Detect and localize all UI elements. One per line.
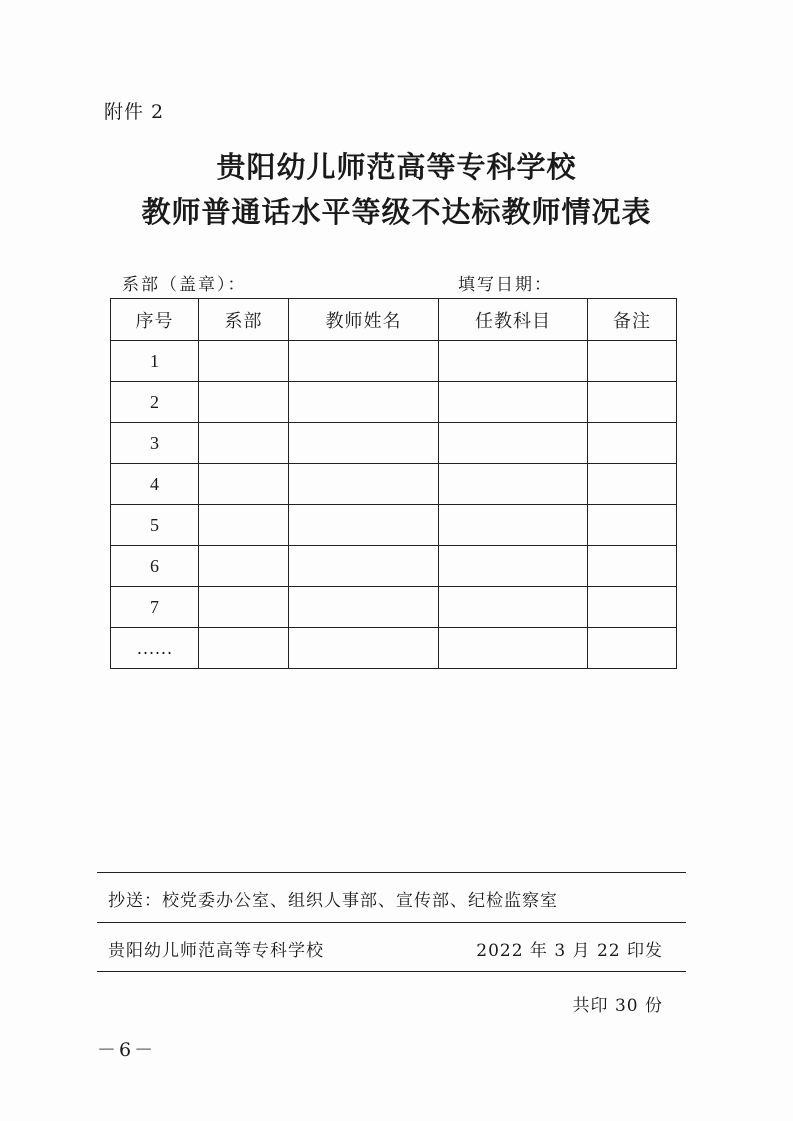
teacher-status-table	[110, 298, 677, 669]
subject-cell	[439, 382, 588, 423]
teacher-name-cell	[289, 382, 439, 423]
teacher-name-cell	[289, 341, 439, 382]
teacher-name-cell	[289, 587, 439, 628]
attachment-label: 附件 2	[104, 101, 165, 123]
row-number-cell: 6	[111, 546, 199, 587]
row-number-cell: 2	[111, 382, 199, 423]
footer-bottom-divider	[97, 971, 686, 972]
fill-date-label: 填写日期：	[458, 275, 553, 295]
page-number: －6－	[97, 1039, 157, 1061]
document-title-line1: 贵阳幼儿师范高等专科学校	[216, 150, 577, 184]
department-cell	[199, 341, 289, 382]
table-row	[111, 628, 677, 669]
department-cell	[199, 382, 289, 423]
table-row	[111, 587, 677, 628]
department-cell	[199, 628, 289, 669]
teacher-name-cell	[289, 628, 439, 669]
teacher-name-cell	[289, 505, 439, 546]
remarks-cell	[588, 587, 677, 628]
teacher-name-cell	[289, 423, 439, 464]
subject-cell	[439, 587, 588, 628]
column-header-teacher-name: 教师姓名	[289, 299, 439, 341]
department-cell	[199, 587, 289, 628]
subject-cell	[439, 341, 588, 382]
row-number-cell: 7	[111, 587, 199, 628]
subject-cell	[439, 546, 588, 587]
department-cell	[199, 464, 289, 505]
table-row	[111, 464, 677, 505]
row-number-cell: 4	[111, 464, 199, 505]
subject-cell	[439, 423, 588, 464]
remarks-cell	[588, 341, 677, 382]
row-number-cell: 5	[111, 505, 199, 546]
department-cell	[199, 423, 289, 464]
teacher-name-cell	[289, 464, 439, 505]
document-title-line2: 教师普通话水平等级不达标教师情况表	[141, 195, 652, 229]
row-number-cell: ……	[111, 628, 199, 669]
row-number-cell: 1	[111, 341, 199, 382]
department-cell	[199, 546, 289, 587]
department-seal-label: 系部（盖章）：	[122, 275, 247, 295]
department-cell	[199, 505, 289, 546]
table-row	[111, 382, 677, 423]
footer-middle-divider	[97, 922, 686, 923]
remarks-cell	[588, 382, 677, 423]
subject-cell	[439, 464, 588, 505]
table-row	[111, 341, 677, 382]
cc-distribution-line: 抄送：校党委办公室、组织人事部、宣传部、纪检监察室	[108, 891, 558, 911]
column-header-department: 系部	[199, 299, 289, 341]
print-copies: 共印 30 份	[572, 996, 663, 1016]
remarks-cell	[588, 423, 677, 464]
table-header-row	[111, 299, 677, 341]
remarks-cell	[588, 628, 677, 669]
column-header-number: 序号	[111, 299, 199, 341]
table-row	[111, 423, 677, 464]
remarks-cell	[588, 464, 677, 505]
remarks-cell	[588, 546, 677, 587]
teacher-name-cell	[289, 546, 439, 587]
footer-top-divider	[97, 872, 686, 873]
issuing-institution: 贵阳幼儿师范高等专科学校	[108, 941, 324, 961]
column-header-remarks: 备注	[588, 299, 677, 341]
subject-cell	[439, 505, 588, 546]
table-row	[111, 505, 677, 546]
remarks-cell	[588, 505, 677, 546]
subject-cell	[439, 628, 588, 669]
table-row	[111, 546, 677, 587]
column-header-subject: 任教科目	[439, 299, 588, 341]
issue-date: 2022 年 3 月 22 印发	[476, 941, 663, 961]
row-number-cell: 3	[111, 423, 199, 464]
